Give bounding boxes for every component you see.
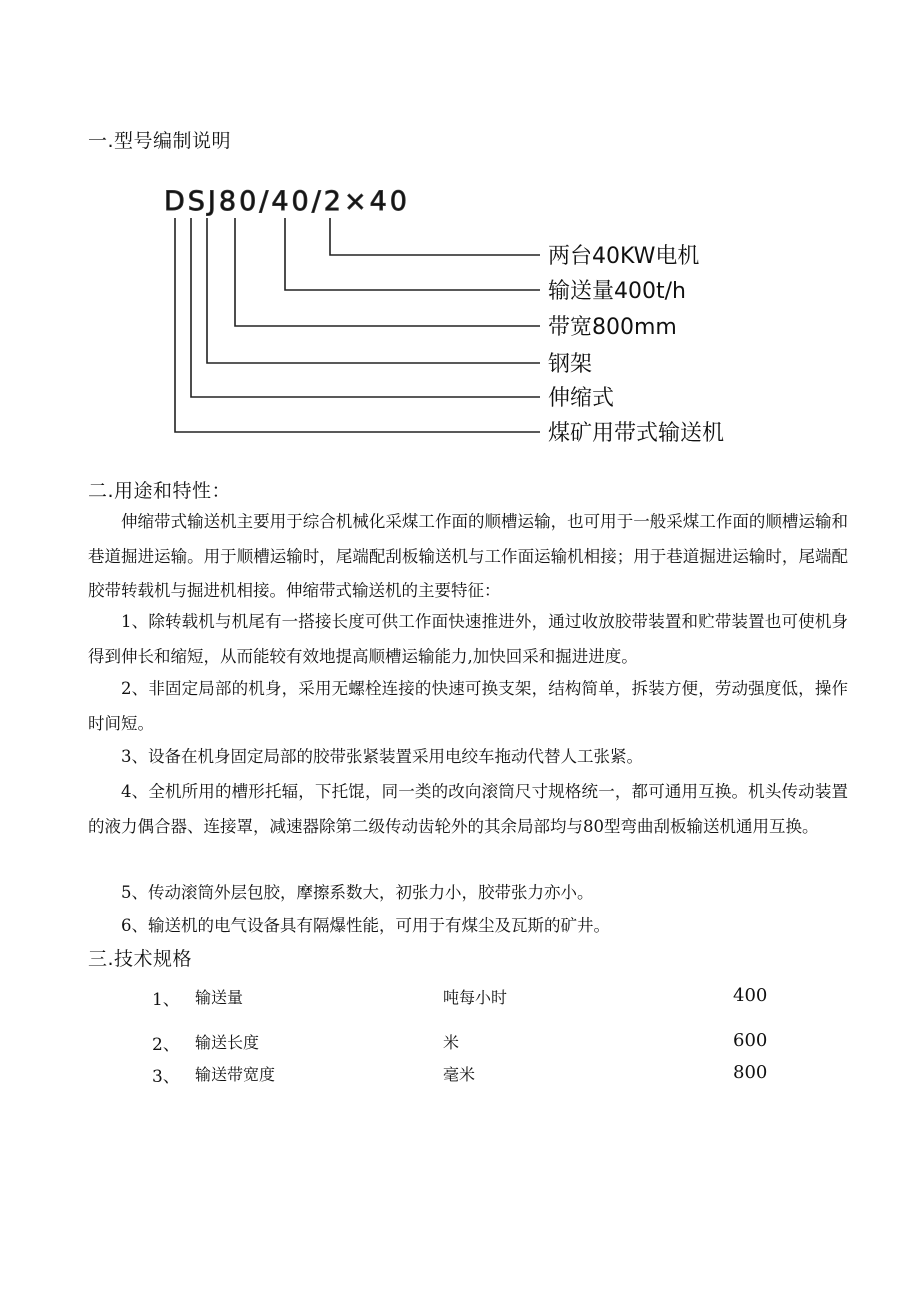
leader-line-conveyor (175, 218, 540, 432)
label-steel-frame: 钢架 (548, 352, 593, 377)
spec-name: 输送带宽度 (195, 1065, 276, 1084)
spec-unit: 吨每小时 (443, 988, 508, 1007)
leader-line-capacity (285, 218, 540, 290)
feature-paragraph-5: 5、传动滚筒外层包胶，摩擦系数大，初张力小，胶带张力亦小。 (121, 883, 594, 902)
spec-index: 1、 (152, 990, 180, 1010)
spec-name: 输送长度 (195, 1033, 260, 1052)
label-coal-mine-conveyor: 煤矿用带式输送机 (548, 421, 725, 445)
label-capacity: 输送量400t/h (548, 279, 686, 304)
intro-paragraph: 伸缩带式输送机主要用于综合机械化采煤工作面的顺槽运输，也可用于一般采煤工作面的顺槽运输和巷道掘进运输。用于顺槽运输时，尾端配刮板输送机与工作面运输机相接；用于巷道掘进运输时，尾端配胶带转载机与掘进机相接。伸缩带式输送机的主要特征： (88, 512, 848, 600)
label-motor: 两台40KW电机 (548, 244, 700, 269)
feature-paragraph-3: 3、设备在机身固定局部的胶带张紧装置采用电绞车拖动代替人工张紧。 (121, 747, 643, 766)
spec-value: 800 (733, 1062, 768, 1083)
model-code: DSJ80/40/2×40 (164, 186, 410, 217)
model-code-diagram (160, 180, 780, 445)
spec-name: 输送量 (195, 988, 244, 1007)
section-title-specs: 三.技术规格 (88, 948, 193, 970)
label-telescopic: 伸缩式 (548, 386, 615, 411)
leader-line-telescopic (191, 218, 540, 397)
spec-unit: 毫米 (443, 1065, 476, 1084)
feature-paragraph-6: 6、输送机的电气设备具有隔爆性能，可用于有煤尘及瓦斯的矿井。 (121, 916, 610, 935)
spec-value: 600 (733, 1030, 768, 1051)
feature-paragraph-2: 2、非固定局部的机身，采用无螺栓连接的快速可换支架，结构简单，拆装方便，劳动强度低，操作时间短。 (88, 679, 848, 733)
feature-paragraph-1: 1、除转载机与机尾有一搭接长度可供工作面快速推进外，通过收放胶带装置和贮带装置也可使机身得到伸长和缩短，从而能较有效地提高顺槽运输能力,加快回采和掘进进度。 (88, 612, 848, 666)
spec-index: 3、 (152, 1067, 180, 1087)
spec-index: 2、 (152, 1035, 180, 1055)
spec-row-capacity (0, 985, 920, 1015)
leader-line-motor (330, 218, 540, 255)
label-belt-width: 带宽800mm (548, 315, 677, 340)
feature-paragraph-4: 4、全机所用的槽形托辐，下托馄，同一类的改向滚筒尺寸规格统一，都可通用互换。机头传动装置的液力偶合器、连接罩，减速器除第二级传动齿轮外的其余局部均与80型弯曲刮板输送机通用互换。 (88, 782, 848, 836)
section-title-usage: 二.用途和特性： (88, 480, 232, 502)
spec-row-length (0, 1030, 920, 1060)
spec-row-belt-width (0, 1062, 920, 1092)
leader-line-width (235, 218, 540, 326)
spec-value: 400 (733, 985, 768, 1006)
spec-unit: 米 (443, 1033, 460, 1052)
section-title-model: 一.型号编制说明 (88, 130, 232, 152)
